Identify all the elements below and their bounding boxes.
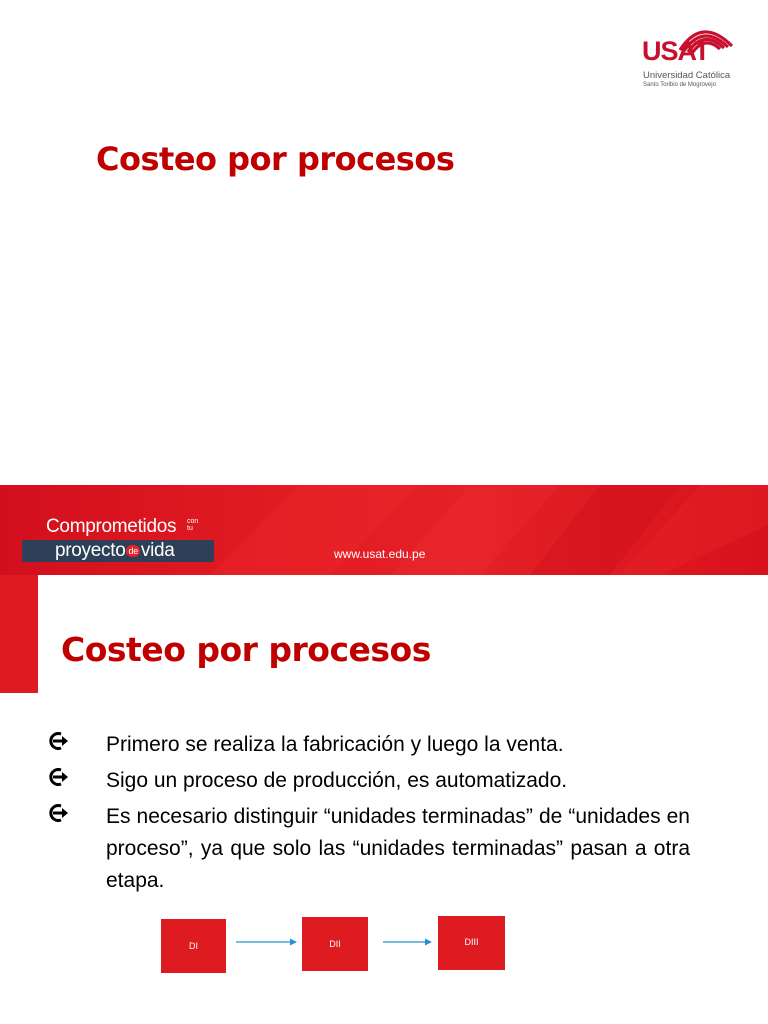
arrow-right-icon	[236, 936, 298, 948]
circled-arrow-bullet-icon	[48, 768, 70, 786]
tagline-con-tu	[187, 518, 198, 532]
tagline-de-badge: de	[128, 545, 138, 556]
tagline-proyecto-de-vida	[55, 540, 175, 562]
circled-arrow-bullet-icon	[48, 732, 70, 750]
circled-arrow-bullet-icon	[48, 804, 70, 822]
logo-university-subname: Santo Toribio de Mogrovejo	[643, 82, 716, 88]
tagline-tu: tu	[187, 525, 193, 532]
bullet-list	[48, 729, 690, 901]
tagline-vida: vida	[140, 540, 175, 561]
bullet-text: Es necesario distinguir “unidades terminadas” de “unidades en proceso”, ya que solo las “unidades terminadas” pasan a otra etapa.	[106, 805, 690, 892]
slide1-title: Costeo por procesos	[96, 140, 455, 178]
list-item	[48, 729, 690, 761]
list-item	[48, 801, 690, 897]
usat-logo	[640, 18, 735, 96]
bullet-text: Primero se realiza la fabricación y luego la venta.	[106, 733, 564, 756]
title-slide	[0, 0, 768, 485]
process-box-dii: DII	[302, 917, 368, 971]
process-box-di: DI	[161, 919, 226, 973]
slide2-title: Costeo por procesos	[61, 630, 431, 669]
tagline-proyecto-box	[22, 540, 214, 562]
tagline-proyecto: proyecto	[55, 540, 126, 561]
logo-university-name: Universidad Católica	[643, 70, 731, 81]
logo-wordmark: USAT	[642, 36, 710, 66]
tagline-comprometidos: Comprometidos	[46, 516, 177, 537]
footer-band	[0, 485, 768, 575]
website-url[interactable]: www.usat.edu.pe	[334, 547, 426, 561]
bullet-text: Sigo un proceso de producción, es automatizado.	[106, 769, 568, 792]
tagline-con: con	[187, 518, 199, 525]
arrow-right-icon	[383, 936, 433, 948]
process-box-diii-label: DIII	[464, 937, 479, 947]
slide2-side-strip	[0, 575, 38, 693]
list-item	[48, 765, 690, 797]
process-box-diii	[438, 916, 505, 970]
